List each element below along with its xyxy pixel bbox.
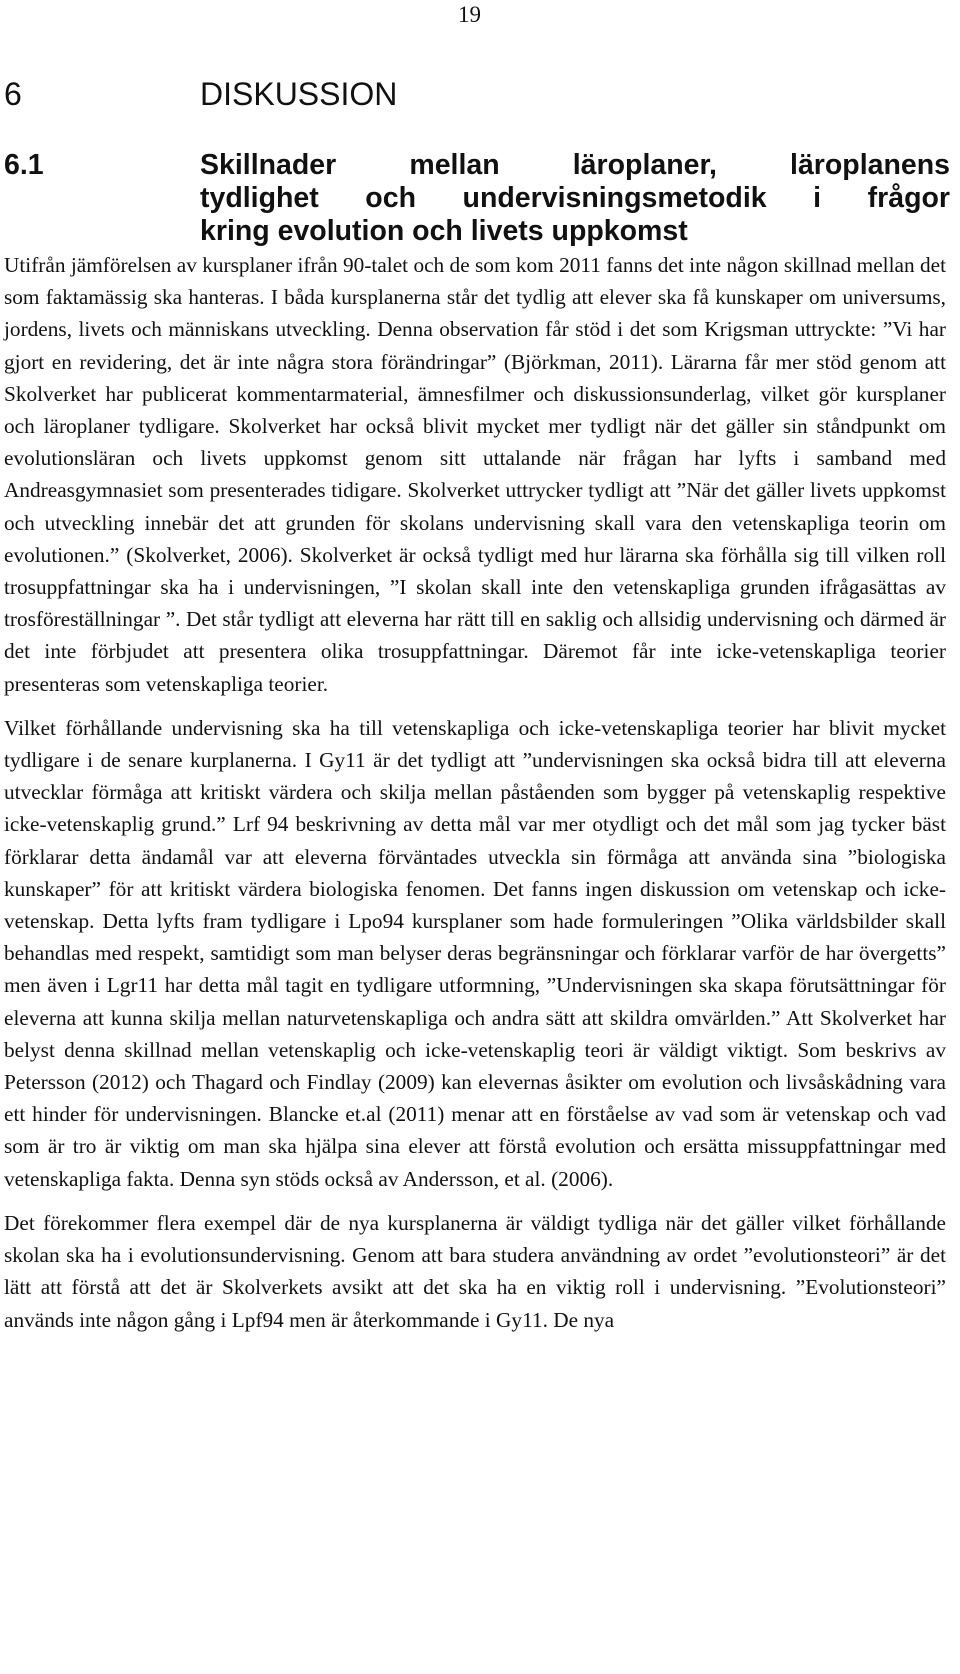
chapter-title: DISKUSSION [200,76,398,112]
chapter-heading [4,76,944,113]
section-title [200,149,950,248]
paragraph: Utifrån jämförelsen av kursplaner ifrån 90-talet och de som kom 2011 fanns det inte någon skillnad mellan det som faktamässig ska hanteras. I båda kursplanerna står det tydlig att elever ska få kunskaper om universums, jordens, livets och människans utveckling. Denna observation får stöd i det som Krigsman uttryckte: ”Vi har gjort en revidering, det är inte några stora förändringar” (Björkman, 2011). Lärarna får mer stöd genom att Skolverket har publicerat kommentarmaterial, ämnesfilmer och diskussionsunderlag, vilket gör kursplaner och läroplaner tydligare. Skolverket har också blivit mycket mer tydligt när det gäller sin ståndpunkt om evolutionsläran och livets uppkomst genom sitt uttalande när frågan har lyfts i samband med Andreasgymnasiet som presenterades tidigare. Skolverket uttrycker tydligt att ”När det gäller livets uppkomst och utveckling innebär det att grunden för skolans undervisning skall vara den vetenskapliga teorin om evolutionen.” (Skolverket, 2006). Skolverket är också tydligt med hur lärarna ska förhålla sig till vilken roll trosuppfattningar ska ha i undervisningen, ”I skolan skall inte den vetenskapliga grunden ifrågasättas av trosföreställningar ”. Det står tydligt att eleverna har rätt till en saklig och allsidig undervisning och därmed är det inte förbjudet att presentera olika trosuppfattningar. Däremot får inte icke-vetenskapliga teorier presenteras som vetenskapliga teorier. [4,253,946,696]
paragraph: Det förekommer flera exempel där de nya kursplanerna är väldigt tydliga när det gäller vilket förhållande skolan ska ha i evolutionsundervisning. Genom att bara studera användning av ordet ”evolutionsteori” är det lätt att förstå att det är Skolverkets avsikt att det ska ha en viktig roll i undervisning. ”Evolutionsteori” används inte någon gång i Lpf94 men är återkommande i Gy11. De nya [4,1210,946,1332]
page-number: 19 [458,2,481,27]
section-number: 6.1 [4,149,44,181]
chapter-number: 6 [4,76,22,112]
section-title-line: tydlighet och undervisningsmetodik i frågor [200,182,950,214]
section-title-line: Skillnader mellan läroplaner, läroplanens [200,149,950,181]
section-title-line: kring evolution och livets uppkomst [200,215,688,247]
section-heading [4,149,950,248]
body-text [4,249,946,1336]
paragraph: Vilket förhållande undervisning ska ha till vetenskapliga och icke-vetenskapliga teorier har blivit mycket tydligare i de senare kurplanerna. I Gy11 är det tydligt att ”undervisningen ska också bidra till att eleverna utvecklar förmåga att kritiskt värdera och skilja mellan påståenden som bygger på vetenskaplig respektive icke-vetenskaplig grund.” Lrf 94 beskrivning av detta mål var mer otydligt och det mål som jag tycker bäst förklarar detta ändamål var att eleverna förväntades utveckla sin förmåga att använda sina ”biologiska kunskaper” för att kritiskt värdera biologiska fenomen. Det fanns ingen diskussion om vetenskap och icke-vetenskap. Detta lyfts fram tydligare i Lpo94 kursplaner som hade formuleringen ”Olika världsbilder skall behandlas med respekt, samtidigt som man belyser deras begränsningar och förklarar varför de har övergetts” men även i Lgr11 har detta mål tagit en tydligare utformning, ”Undervisningen ska skapa förutsättningar för eleverna att kunna skilja mellan naturvetenskapliga och andra sätt att skildra omvärlden.” Att Skolverket har belyst denna skillnad mellan vetenskaplig och icke-vetenskaplig teori är väldigt viktigt. Som beskrivs av Petersson (2012) och Thagard och Findlay (2009) kan elevernas åsikter om evolution och livsåskådning vara ett hinder för undervisningen. Blancke et.al (2011) menar att en förståelse av vad som är vetenskap och vad som är tro är viktig om man ska hjälpa sina elever att förstå evolution och ersätta missuppfattningar med vetenskapliga fakta. Denna syn stöds också av Andersson, et al. (2006). [4,715,946,1191]
